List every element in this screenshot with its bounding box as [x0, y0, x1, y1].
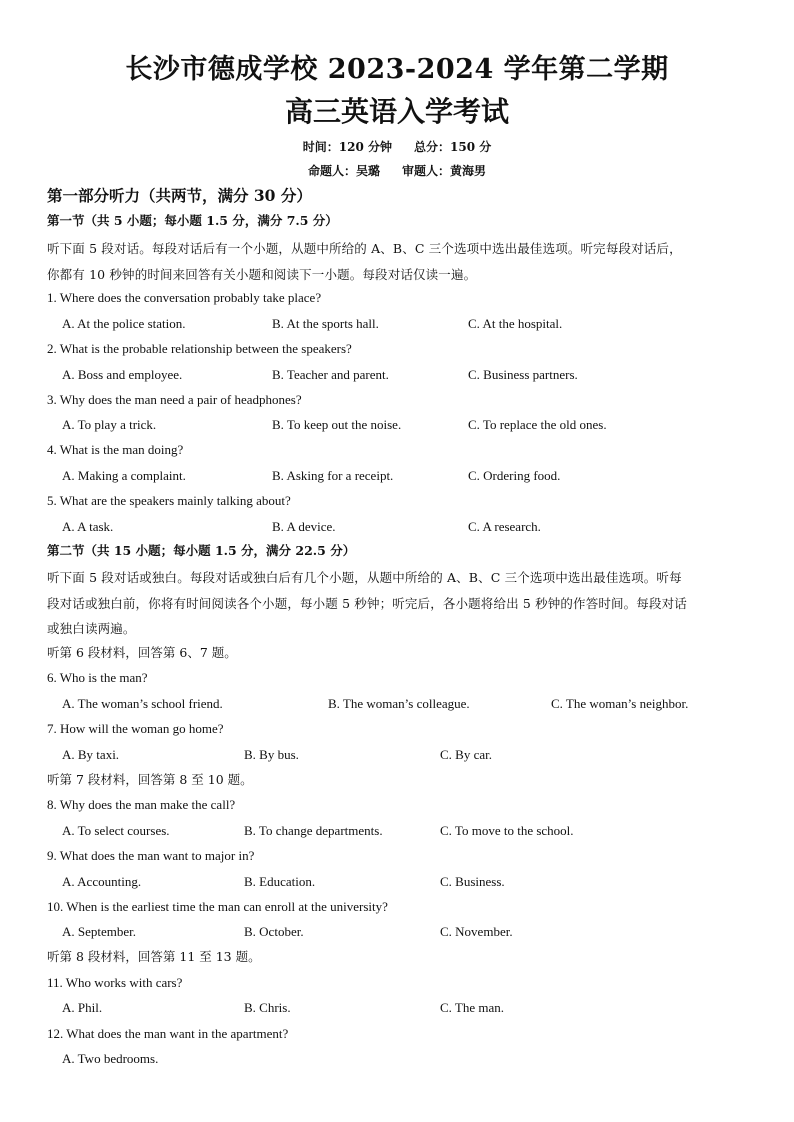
exam-time: 时间：120 分钟: [302, 140, 392, 154]
material-6-note: 听第 6 段材料，回答第 6、7 题。: [47, 645, 237, 660]
section2-instr-line2: 段对话或独白前，你将有时间阅读各个小题，每小题 5 秒钟；听完后，各小题将给出 5 秒钟的作答时间。每段对话: [47, 595, 687, 611]
question-6-option-c: C. The woman’s neighbor.: [551, 696, 689, 711]
question-8-option-b: B. To change departments.: [244, 823, 383, 838]
question-1-option-c: C. At the hospital.: [468, 316, 563, 331]
question-12: 12. What does the man want in the apartment?: [47, 1026, 289, 1041]
question-5: 5. What are the speakers mainly talking about?: [47, 493, 291, 508]
question-4-option-a: A. Making a complaint.: [62, 468, 186, 483]
question-9-option-a: A. Accounting.: [62, 874, 142, 889]
question-9-option-b: B. Education.: [244, 874, 316, 889]
section2-instr-line1: 听下面 5 段对话或独白。每段对话或独白后有几个小题，从题中所给的 A、B、C 三个选项中选出最佳选项。听每: [47, 570, 682, 585]
question-8-option-c: C. To move to the school.: [440, 823, 574, 838]
exam-author: 命题人：吴璐: [307, 164, 380, 178]
question-9-option-c: C. Business.: [440, 874, 505, 889]
question-3-option-b: B. To keep out the noise.: [272, 417, 402, 432]
question-8-option-a: A. To select courses.: [62, 823, 170, 838]
question-1-option-b: B. At the sports hall.: [272, 316, 379, 331]
section1-instr-line1: 听下面 5 段对话。每段对话后有一个小题，从题中所给的 A、B、C 三个选项中选出最佳选项。听完每段对话后，: [47, 241, 682, 256]
question-7-option-a: A. By taxi.: [62, 747, 120, 762]
question-5-option-a: A. A task.: [62, 519, 114, 534]
question-11-option-a: A. Phil.: [62, 1000, 103, 1015]
section2-heading: 第二节（共 15 小题；每小题 1.5 分，满分 22.5 分）: [47, 543, 356, 558]
section2-instr-line3: 或独白读两遍。: [47, 621, 136, 636]
question-11-option-b: B. Chris.: [244, 1000, 291, 1015]
exam-score: 总分：150 分: [414, 140, 492, 154]
section1-instr-line2: 你都有 10 秒钟的时间来回答有关小题和阅读下一小题。每段对话仅读一遍。: [47, 266, 477, 282]
exam-time-score: [0, 138, 794, 156]
question-6: 6. Who is the man?: [47, 670, 148, 685]
question-4-option-c: C. Ordering food.: [468, 468, 561, 483]
section1-instructions: [47, 236, 747, 287]
question-4-option-b: B. Asking for a receipt.: [272, 468, 394, 483]
question-7-option-c: C. By car.: [440, 747, 492, 762]
question-5-option-c: C. A research.: [468, 519, 541, 534]
question-9: 9. What does the man want to major in?: [47, 848, 255, 863]
question-2-option-a: A. Boss and employee.: [62, 367, 183, 382]
question-7: 7. How will the woman go home?: [47, 721, 224, 736]
exam-title-line1: 长沙市德成学校 2023-2024 学年第二学期: [125, 54, 669, 85]
section2-instructions: [47, 565, 747, 642]
question-10-option-b: B. October.: [244, 924, 304, 939]
part1-heading: 第一部分听力（共两节，满分 30 分）: [47, 186, 312, 205]
question-6-option-a: A. The woman’s school friend.: [62, 696, 223, 711]
question-3-option-a: A. To play a trick.: [62, 417, 157, 432]
question-10-option-c: C. November.: [440, 924, 513, 939]
exam-reviewer: 审题人：黄海男: [402, 164, 487, 178]
question-2-option-b: B. Teacher and parent.: [272, 367, 389, 382]
question-5-option-b: B. A device.: [272, 519, 336, 534]
question-1: 1. Where does the conversation probably take place?: [47, 290, 322, 305]
section1-heading: 第一节（共 5 小题；每小题 1.5 分，满分 7.5 分）: [47, 213, 338, 228]
exam-authors: [0, 162, 794, 180]
question-4: 4. What is the man doing?: [47, 442, 184, 457]
question-2-option-c: C. Business partners.: [468, 367, 578, 382]
question-2: 2. What is the probable relationship between the speakers?: [47, 341, 352, 356]
material-7-note: 听第 7 段材料，回答第 8 至 10 题。: [47, 772, 253, 787]
question-12-option-a: A. Two bedrooms.: [62, 1051, 159, 1066]
question-8: 8. Why does the man make the call?: [47, 797, 236, 812]
question-10-option-a: A. September.: [62, 924, 137, 939]
question-11: 11. Who works with cars?: [47, 975, 183, 990]
question-7-option-b: B. By bus.: [244, 747, 299, 762]
question-11-option-c: C. The man.: [440, 1000, 505, 1015]
material-8-note: 听第 8 段材料，回答第 11 至 13 题。: [47, 949, 261, 964]
question-3: 3. Why does the man need a pair of headphones?: [47, 392, 302, 407]
question-1-option-a: A. At the police station.: [62, 316, 186, 331]
question-10: 10. When is the earliest time the man can enroll at the university?: [47, 899, 388, 914]
exam-title-line2: 高三英语入学考试: [284, 95, 509, 128]
question-3-option-c: C. To replace the old ones.: [468, 417, 607, 432]
question-6-option-b: B. The woman’s colleague.: [328, 696, 470, 711]
